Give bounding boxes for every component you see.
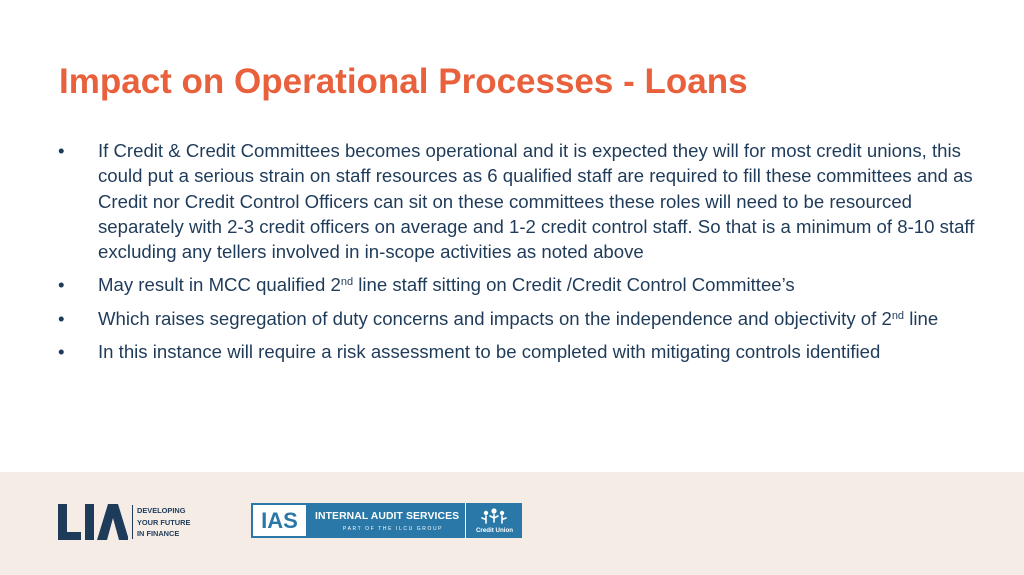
bullet-text <box>98 308 938 329</box>
bullet-item <box>58 138 978 264</box>
lia-divider <box>132 505 133 539</box>
bullet-text <box>98 274 795 295</box>
bullet-text: In this instance will require a risk assessment to be completed with mitigating controls identified <box>98 341 881 363</box>
lia-tagline-line: YOUR FUTURE <box>137 517 191 527</box>
ordinal-suffix: nd <box>891 309 905 322</box>
bullet-text-part: line staff sitting on Credit /Credit Control Committee’s <box>353 274 795 296</box>
bullet-marker: • <box>58 341 65 363</box>
bullet-item <box>58 272 978 297</box>
bullet-marker: • <box>58 307 65 329</box>
credit-union-people-icon <box>479 507 509 526</box>
ias-subtitle: PART OF THE ILCU GROUP <box>343 526 444 532</box>
ias-divider <box>465 503 466 538</box>
bullet-item <box>58 339 978 364</box>
bullet-text-part: line <box>904 307 939 329</box>
credit-union-label: Credit Union <box>475 527 514 534</box>
bullet-list <box>58 138 978 372</box>
ias-logo <box>251 503 522 538</box>
bullet-text-part: Which raises segregation of duty concerns and impacts on the independence and objectivity of 2 <box>98 307 892 329</box>
bullet-text: If Credit & Credit Committees becomes operational and it is expected they will for most credit unions, this could put a serious strain on staff resources as 6 qualified staff are required to fill these committees and as Credit nor Credit Control Officers can sit on these committees these roles will need to be resourced separately with 2-3 credit officers on average and 1-2 credit control staff. So that is a minimum of 8-10 staff excluding any tellers involved in in-scope activities as noted above <box>98 140 975 263</box>
lia-letters-icon <box>58 504 128 540</box>
ias-abbreviation: IAS <box>253 505 306 536</box>
bullet-marker: • <box>58 140 65 161</box>
lia-tagline <box>137 505 207 540</box>
bullet-marker: • <box>58 274 65 296</box>
lia-tagline-line: IN FINANCE <box>137 529 180 538</box>
ordinal-suffix: nd <box>340 276 354 289</box>
bullet-item <box>58 306 978 331</box>
slide-title: Impact on Operational Processes - Loans <box>59 62 748 101</box>
lia-tagline-line: DEVELOPING <box>137 506 186 515</box>
ias-name: INTERNAL AUDIT SERVICES <box>315 511 460 522</box>
bullet-text-part: May result in MCC qualified 2 <box>98 274 341 296</box>
